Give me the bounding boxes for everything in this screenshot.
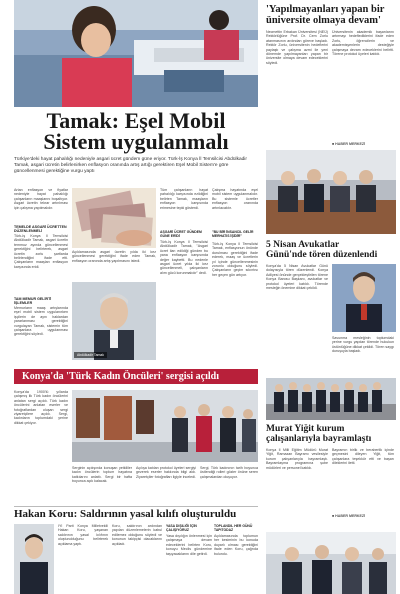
tamak-body-col4a: Çalışma hayatında eşel mobil sistem uygulanmalıdır. Bu sistemle ücretler enflasyon oranında artırılacaktır. (212, 188, 258, 210)
murat-headline-line1: Murat Yiğit kurum (266, 424, 345, 434)
murat-bayramlasma-image (266, 532, 396, 594)
tamak-subhead-1: TEMELDE ASGARİ ÜCRETTEN DÜZENLENMELİ (14, 225, 67, 234)
sergi-banner-title: Konya'da 'Türk Kadın Öncüleri' sergisi açıldı (22, 371, 219, 382)
murat-photo (266, 532, 396, 594)
hakan-koru-portrait-image (14, 524, 54, 594)
hakan-subhead: YASA DIŞILIĞI İÇİN ÇALIŞIYORUZ (166, 524, 197, 532)
sergi-body-col4: Sergi, Türk kadınının tarih boyunca üstlendiği rolleri gözler önüne seren çalışmalardan oluşuyor. (200, 466, 258, 479)
murat-source: ■ HABER MERKEZİ (332, 514, 366, 518)
sergi-exhibition-image (72, 390, 258, 462)
sergi-body-col3: Açılışa katılan protokol üyeleri sergiyi gezerek eserler hakkında bilgi aldı. Ziyaretçiler fotoğrafları ilgiyle inceledi. (136, 466, 196, 479)
tamak-body-col3a: Tüm çalışanların hayat pahalılığı karşısında ezildiğini belirten Tamak, maaşların enflasyon karşısında erimesine tepki gösterdi. (160, 188, 208, 210)
tamak-body-col1b: Türk-İş Konya İl Temsilcisi Abdülkadir Tamak, asgari ücretin temmuz ayında güncellenmesi gerektiğini belirterek, asgari ücretin zorlu şartlarda belirlendiğini ifade etti. Çalışanların maaşları enflasyon karşısında eridi. (14, 234, 68, 269)
abdulkadir-tamak-photo (72, 282, 156, 360)
tamak-portrait-image (72, 282, 156, 360)
murat-headline-line2: çalışanlarıyla bayramlaştı (266, 434, 372, 444)
murat-body-col2: Bayramın birlik ve beraberlik içinde geçmesini dileyen Yiğit, tüm çalışanlara teşekkür etti ve başarı dileklerini iletti. (332, 448, 394, 466)
hakan-body-col4: Açıklamasında toplumun her kesiminin bu konuda duyarlı olması gerektiğini ifade eden Koru, çağrıda bulundu. (214, 534, 258, 556)
hakan-subhead-2: TOPLANDIL HER GÜNÜ TAPITODAZ (214, 524, 253, 532)
avukat-body-col1: Konya'da 5 Nisan Avukatlar Günü dolayısıyla tören düzenlendi. Konya Adliyesi önünde gerçekleştirilen törene Konya Barosu Başkanı, avukatlar ve protokol üyeleri katıldı. Törende mesleğin önemine dikkat çekildi. (266, 264, 328, 291)
avukat-headline-line2: Günü'nde tören düzenlendi (266, 250, 378, 260)
money-image (72, 188, 156, 248)
university-headline-line2: üniversite olmaya devam' (266, 15, 381, 26)
tamak-subhead-3: ASGARİ ÜCRET GÜNDEM GÜNE ERİDİ (160, 230, 202, 238)
tamak-body-col1c: Memurların maaş artışlarında eşel mobil sistem uygulanırken işçilerin de aynı haklardan yararlanması gerektiğini vurgulayan Tamak, sistemin tüm çalışanlara uygulanması gerektiğini söyledi. (14, 306, 68, 337)
avukat-ceremony-image (266, 378, 396, 420)
tamak-headline-line2: Sistem uygulanmalı (43, 129, 229, 154)
tamak-body-col2: Açıklamasında asgari ücretin yılda iki kez güncellenmesi gerektiğini ifade eden Tamak, enflasyon oranında artış yapılmasını istedi. (72, 250, 156, 263)
avukat-portrait-image (332, 264, 396, 332)
avukat-headline-line1: 5 Nisan Avukatlar (266, 240, 340, 250)
tamak-deck: Türkiye'deki hayat pahalılığı nedeniyle asgari ücret gündem güne eriyor. Türk-İş Konya İl Temsilcisi Abdülkadir Tamak, asgari ücretin belirlenirken enflasyon oranında artış artığı gerektiren Eşel Mobil Sistem'e göre güncellenmesi gerektiğine vurgu yaptı (14, 157, 247, 174)
hakan-body-col3: Yasa dışılığın önlenmesi için çalışmaya devam edeceklerini belirten Koru, konuyu Meclis gündemine taşıyacaklarını dile getirdi. (166, 534, 212, 556)
tamak-body-col3b: Türk-İş Konya İl Temsilcisi Abdülkadir Tamak, "Asgari ücret ilan edildiği günden bu yana enflasyon karşısında değer kaybetti. Bu nedenle asgari ücret yılda iki kez güncellenmeli, çalışanların alım gücü korunmalıdır" dedi. (160, 240, 208, 275)
university-body-col1: Necmettin Erbakan Üniversitesi (NEÜ) Rektörlüğüne Prof. Dr. Cem Zorlu atanmasının ardından göreve başladı. Rektör Zorlu, üniversitenin hedeflerini paylaştı ve çalışma azmi ile yeni dönemde yapılmayanları yapan bir üniversite olmaya devam edeceklerini söyledi. (266, 30, 328, 65)
tamak-body-col4b: Türk-İş Konya İl Temsilcisi Tamak, enflasyonun önünde durulması gerektiğini ifade ederek, maaş ve ücretlerin yıl içinde güncellenmesinin zorunlu olduğunu söyledi. Çalışanların geçim sıkıntısı her geçen gün artıyor. (212, 242, 258, 277)
textile-workers-image (14, 0, 258, 107)
tamak-subhead-2: TAM MEMUR GELİRTİ İŞLEMLER (14, 297, 52, 306)
bottom-divider (14, 506, 258, 507)
hakan-body-col1: İYİ Parti Konya Milletvekili Hakan Koru, yaşanan saldırının yasal kılıfının oluşturulduğunu belirterek açıklama yaptı. (58, 524, 108, 546)
tamak-headline-line1: Tamak: Eşel Mobil (46, 108, 226, 133)
murat-body-col1: Konya İl Milli Eğitim Müdürü Murat Yiğit, Ramazan Bayramı vesilesiyle kurum çalışanlarıyla bayramlaştı. Bayramlaşma programına şube müdürleri ve personel katıldı. (266, 448, 328, 470)
university-ceremony-image (266, 150, 396, 234)
hakan-koru-headline: Hakan Koru: Saldırının yasal kılıfı oluşturuldu (14, 508, 237, 520)
sergi-banner (14, 369, 258, 384)
sergi-body-col2: Serginin açılışında konuşan yetkililer kadın öncülerin toplum hayatına katkılarını anlattı. Sergi bir hafta boyunca açık kalacak. (72, 466, 132, 484)
sergi-exhibition-photo (72, 390, 258, 462)
tamak-body-col1: Artan enflasyon ve fiyatlar nedeniyle hayat pahalılığı çalışanların maaşlarını boşaltıyor. Asgari ücretin tekrar artırılması için çalışma yapılmalıdır. (14, 188, 68, 210)
hakan-body-col2: Koru, saldırının ardından yapılan düzenlemelerin kabul edilemez olduğunu söyledi ve konunun takipçisi olacaklarını açıkladı. (112, 524, 162, 546)
money-photo (72, 188, 156, 248)
university-ceremony-photo (266, 150, 396, 234)
textile-workers-photo (14, 0, 258, 107)
avukat-body-col2: Savunma mesleğinin toplumdaki yerine vurgu yapılan törende hukukun üstünlüğüne dikkat çekildi. Tören saygı duruşuyla başladı. (332, 336, 394, 354)
university-source: ■ HABER MERKEZİ (332, 142, 366, 146)
tamak-photo-caption: Abdülkadir Tamak (74, 352, 107, 358)
university-headline-line1: 'Yapılmayanları yapan bir (266, 4, 385, 15)
avukat-portrait-photo (332, 264, 396, 332)
tamak-subhead-4: "BU BİR İNSANCIL GELİR MERHATIS İŞİDİR" (212, 230, 254, 238)
hakan-koru-photo (14, 524, 54, 594)
university-body-col2: Üniversitenin akademik başarılarını artırmayı hedeflediklerini ifade eden Zorlu, öğrencilerin ve akademisyenlerin desteğiyle çalışmaya devam edeceklerini belirtti. Törene protokol üyeleri katıldı. (332, 30, 394, 57)
avukat-ceremony-photo (266, 378, 396, 420)
sergi-body-col1: Konya'da 1900'lü yıllarda çalışmış ilk Türk kadın öncülerini anlatan sergi açıldı. Türk kadın öncülerini anlatan eserler ve fotoğraflardan oluşan sergi ziyaretçilere açıldı. Sergi, kadınların toplumdaki yerine dikkat çekiyor. (14, 390, 68, 425)
